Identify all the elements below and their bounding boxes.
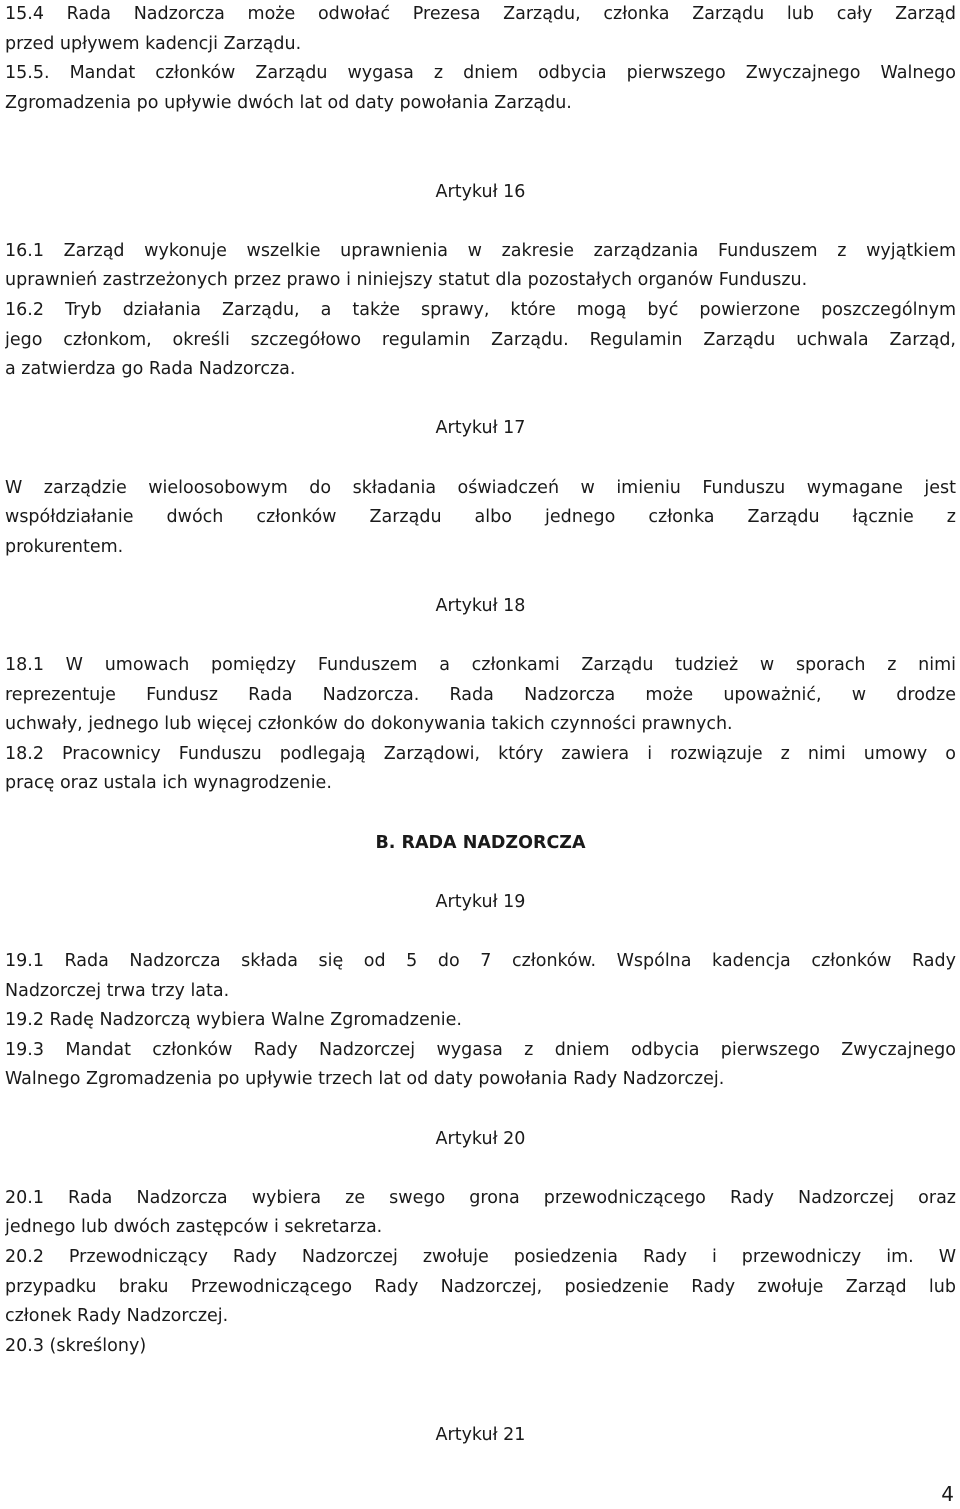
text-line: członek Rady Nadzorczej.: [5, 1306, 229, 1327]
paragraph-gap: [5, 1095, 956, 1125]
page-number: 4: [941, 1482, 954, 1506]
paragraph-gap: [5, 858, 956, 888]
text-line: 16.2 Tryb działania Zarządu, a także sprawy, które mogą być powierzone poszczególnym: [5, 299, 956, 320]
text-line: przed upływem kadencji Zarządu.: [5, 33, 302, 54]
paragraph-gap: [5, 207, 956, 237]
text-line: 20.2 Przewodniczący Rady Nadzorczej zwołuje posiedzenia Rady i przewodniczy im. W: [5, 1246, 956, 1267]
paragraph-gap: [5, 1154, 956, 1184]
text-line: 18.1 W umowach pomiędzy Funduszem a członkami Zarządu tudzież w sporach z nimi: [5, 655, 956, 676]
text-line: 19.3 Mandat członków Rady Nadzorczej wygasa z dniem odbycia pierwszego Zwyczajnego: [5, 1039, 956, 1060]
text-line: prokurentem.: [5, 536, 124, 557]
article-heading: Artykuł 17: [435, 418, 526, 439]
document-page: [5, 0, 956, 1450]
article-heading: Artykuł 18: [435, 595, 526, 616]
paragraph-gap: [5, 118, 956, 177]
text-line: przypadku braku Przewodniczącego Rady Nadzorczej, posiedzenie Rady zwołuje Zarząd lub: [5, 1276, 956, 1297]
text-line: reprezentuje Fundusz Rada Nadzorcza. Rada Nadzorcza może upoważnić, w drodze: [5, 684, 956, 705]
text-line: Zgromadzenia po upływie dwóch lat od daty powołania Zarządu.: [5, 92, 572, 113]
text-line: W zarządzie wieloosobowym do składania oświadczeń w imieniu Funduszu wymagane jest: [5, 477, 956, 498]
text-line: współdziałanie dwóch członków Zarządu albo jednego członka Zarządu łącznie z: [5, 507, 956, 528]
text-line: 20.1 Rada Nadzorcza wybiera ze swego grona przewodniczącego Rady Nadzorczej oraz: [5, 1187, 956, 1208]
text-line: 20.3 (skreślony): [5, 1335, 147, 1356]
text-line: Walnego Zgromadzenia po upływie trzech lat od daty powołania Rady Nadzorczej.: [5, 1069, 725, 1090]
text-line: 18.2 Pracownicy Funduszu podlegają Zarządowi, który zawiera i rozwiązuje z nimi umowy o: [5, 743, 956, 764]
paragraph-gap: [5, 917, 956, 947]
article-heading: Artykuł 21: [435, 1424, 526, 1445]
text-line: 19.1 Rada Nadzorcza składa się od 5 do 7 członków. Wspólna kadencja członków Rady: [5, 951, 956, 971]
text-line: 15.5. Mandat członków Zarządu wygasa z dniem odbycia pierwszego Zwyczajnego Walnego: [5, 63, 956, 84]
text-line: pracę oraz ustala ich wynagrodzenie.: [5, 773, 332, 794]
paragraph-gap: [5, 444, 956, 474]
text-line: Nadzorczej trwa trzy lata.: [5, 980, 230, 1001]
paragraph-gap: [5, 799, 956, 829]
paragraph-gap: [5, 562, 956, 592]
text-line: 19.2 Radę Nadzorczą wybiera Walne Zgromadzenie.: [5, 1010, 462, 1031]
paragraph-gap: [5, 1361, 956, 1420]
paragraph-gap: [5, 621, 956, 651]
text-line: 15.4 Rada Nadzorcza może odwołać Prezesa Zarządu, członka Zarządu lub cały Zarząd: [5, 4, 956, 24]
text-line: jednego lub dwóch zastępców i sekretarza.: [5, 1217, 383, 1238]
text-line: jego członkom, określi szczegółowo regulamin Zarządu. Regulamin Zarządu uchwala Zarząd,: [5, 329, 956, 350]
article-heading: Artykuł 16: [435, 181, 526, 202]
article-heading: Artykuł 19: [435, 891, 526, 912]
text-line: a zatwierdza go Rada Nadzorcza.: [5, 359, 296, 380]
text-line: uchwały, jednego lub więcej członków do dokonywania takich czynności prawnych.: [5, 714, 733, 735]
article-heading: Artykuł 20: [435, 1128, 526, 1149]
paragraph-gap: [5, 385, 956, 415]
section-heading: B. RADA NADZORCZA: [375, 832, 586, 853]
text-line: uprawnień zastrzeżonych przez prawo i niniejszy statut dla pozostałych organów Funduszu.: [5, 270, 808, 291]
text-line: 16.1 Zarząd wykonuje wszelkie uprawnienia w zakresie zarządzania Funduszem z wyjątkiem: [5, 240, 956, 261]
